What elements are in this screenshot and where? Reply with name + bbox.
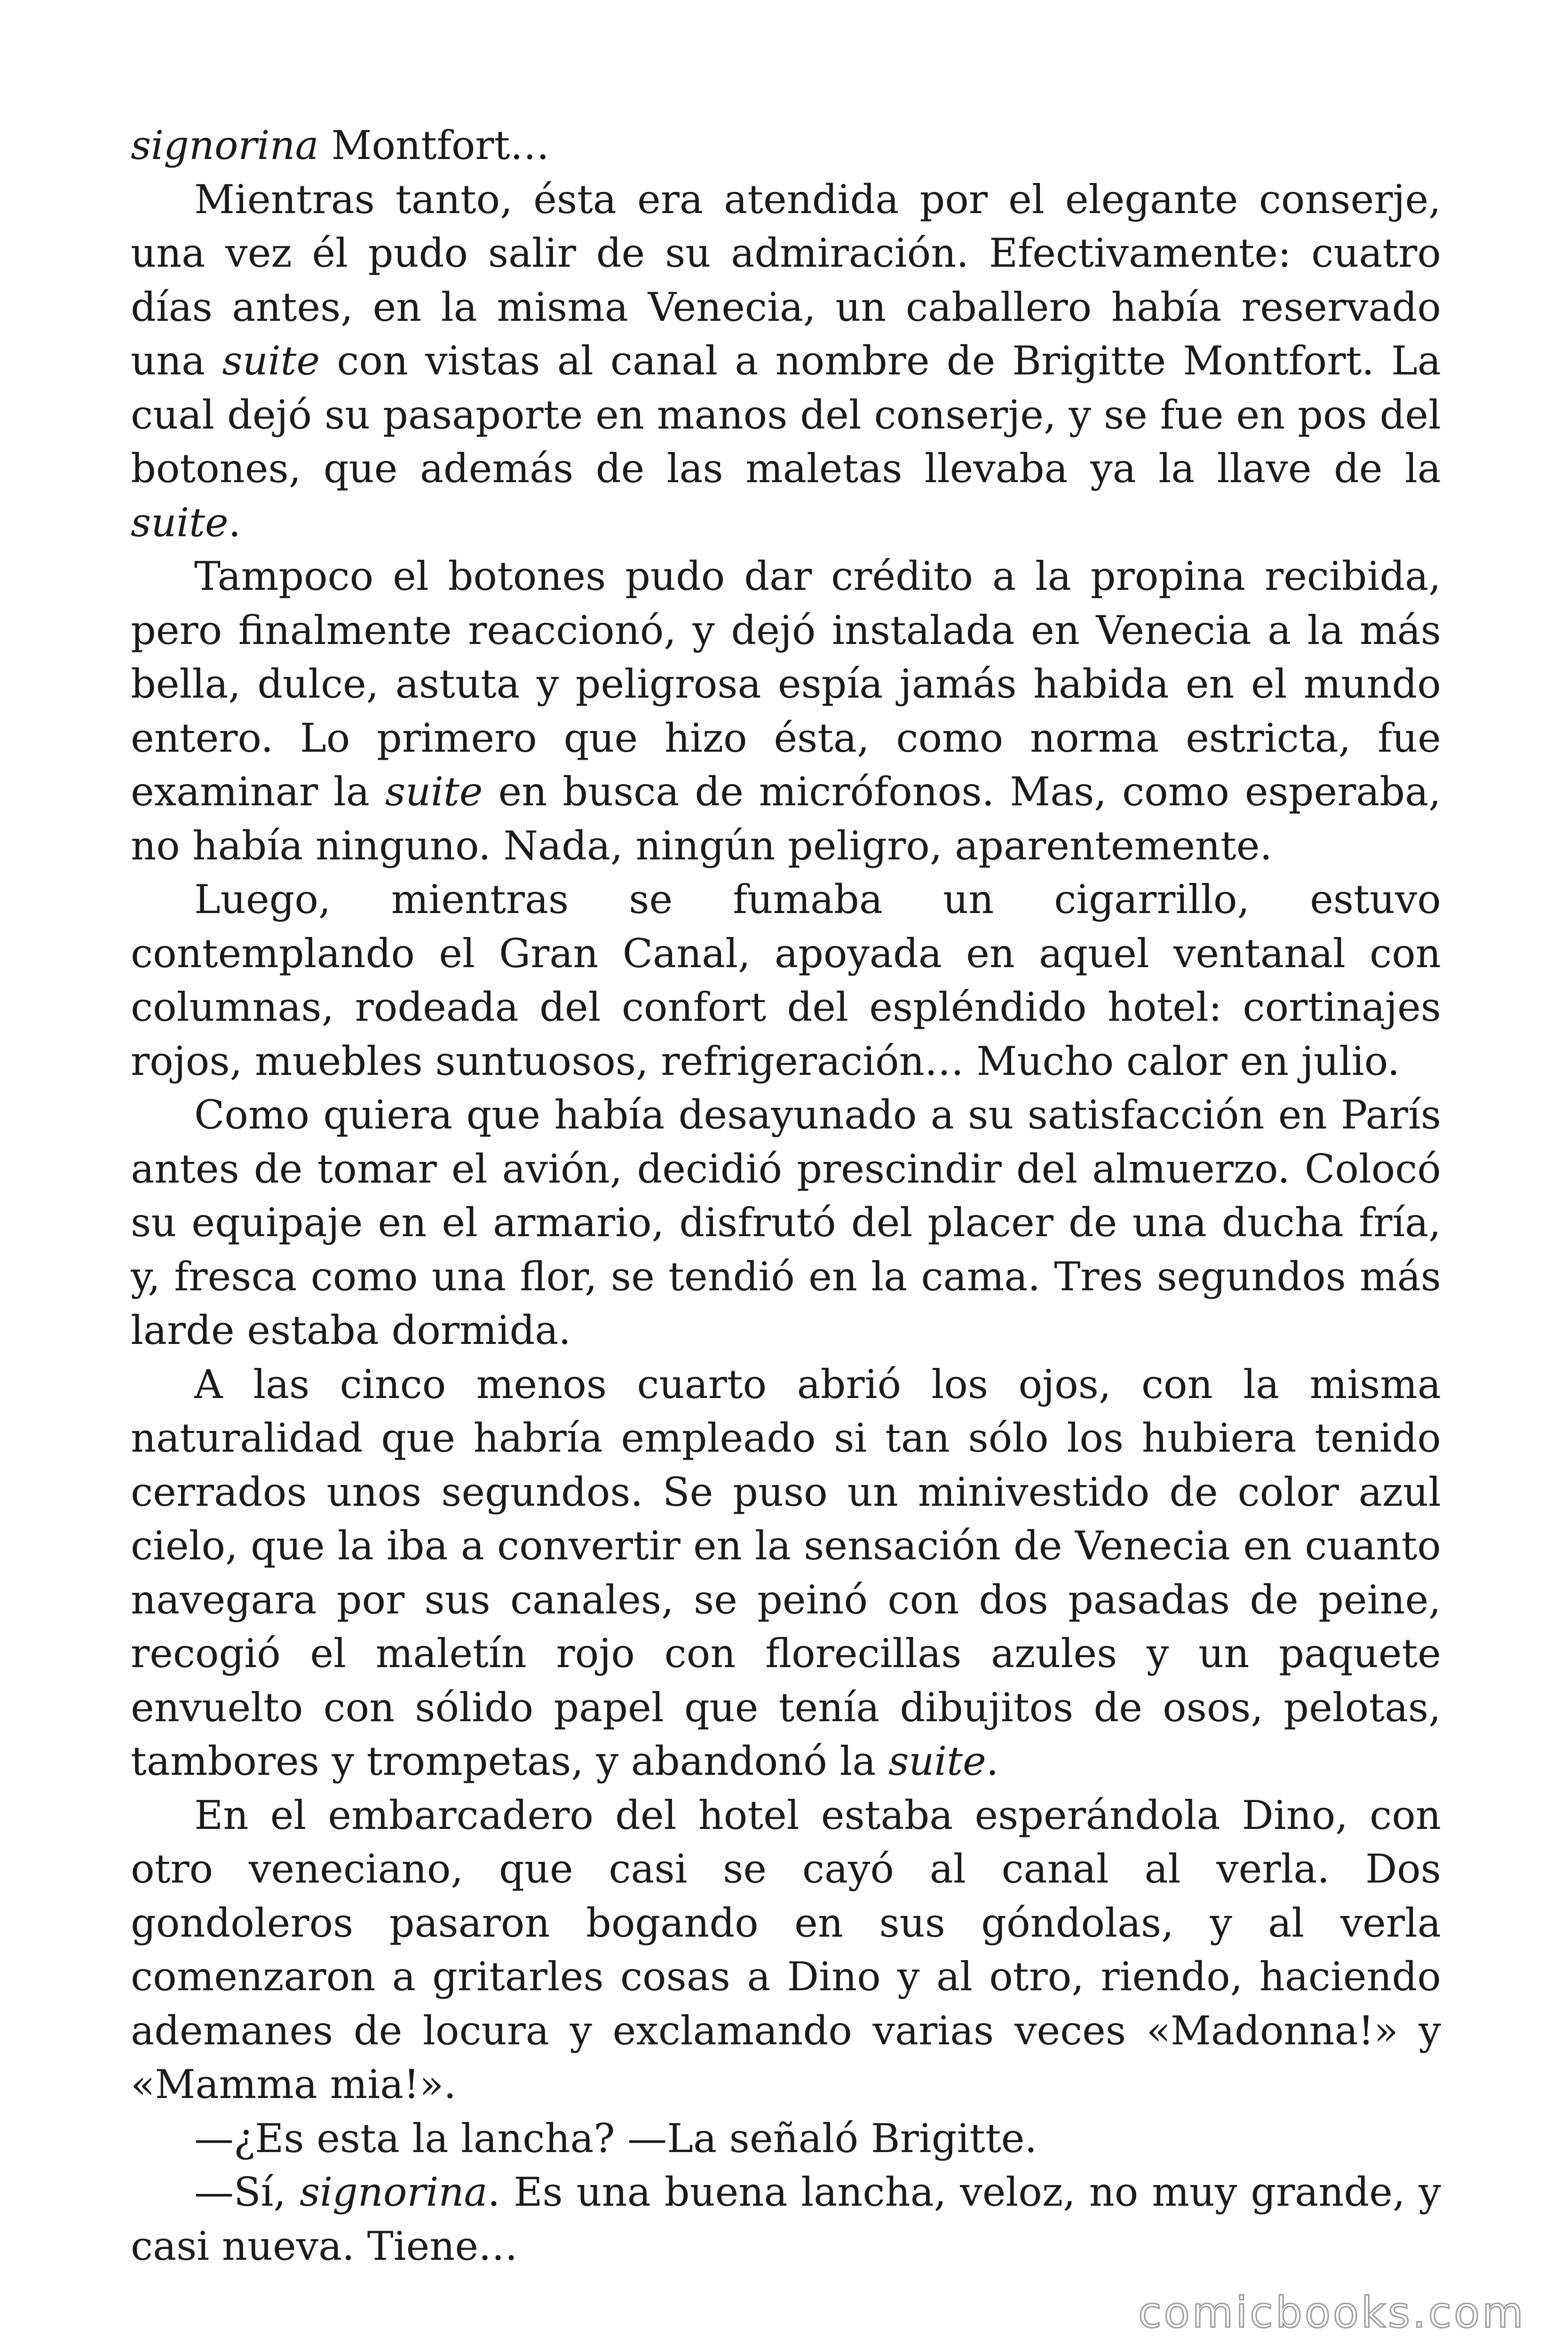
text-run: Mientras tanto, ésta era atendida por el elegante conserje, una vez él pudo salir de su admiración. Efectivamente: cuatro días antes, en la misma Venecia, un caballero había reservado una bbox=[131, 176, 1441, 384]
dialogue-paragraph bbox=[131, 2112, 1441, 2166]
text-run: . Es una buena lancha, veloz, no muy grande, y casi nueva. Tiene… bbox=[131, 2169, 1441, 2269]
paragraph bbox=[131, 549, 1441, 873]
italic-text: suite bbox=[131, 499, 229, 546]
text-run: con vistas al canal a nombre de Brigitte Montfort. La cual dejó su pasaporte en manos del conserje, y se fue en pos del botones, que además de las maletas llevaba ya la llave de la bbox=[131, 338, 1441, 492]
italic-text: suite bbox=[385, 769, 483, 815]
paragraph bbox=[131, 1358, 1441, 1788]
text-run: Luego, mientras se fumaba un cigarrillo, estuvo contemplando el Gran Canal, apoyada en aquel ventanal con columnas, rodeada del confort del espléndido hotel: cortinajes rojos, muebles suntuosos, refrigeración… Mucho calor en julio. bbox=[131, 876, 1441, 1084]
book-page-text bbox=[131, 119, 1441, 2273]
paragraph bbox=[131, 873, 1441, 1088]
paragraph bbox=[131, 1088, 1441, 1358]
text-run: en busca de micrófonos. Mas, como esperaba, no había ninguno. Nada, ningún peligro, aparentemente. bbox=[131, 769, 1441, 869]
text-run: A las cinco menos cuarto abrió los ojos, con la misma naturalidad que habría empleado si tan sólo los hubiera tenido cerrados unos segundos. Se puso un minivestido de color azul cielo, que la iba a convertir en la sensación de Venecia en cuanto navegara por sus canales, se peinó con dos pasadas de peine, recogió el maletín rojo con florecillas azules y un paquete envuelto con sólido papel que tenía dibujitos de osos, pelotas, tambores y trompetas, y abandonó la bbox=[131, 1361, 1441, 1784]
paragraph bbox=[131, 173, 1441, 550]
text-run: En el embarcadero del hotel estaba esperándola Dino, con otro veneciano, que casi se cayó al canal al verla. Dos gondoleros pasaron bogando en sus góndolas, y al verla comenzaron a gritarles cosas a Dino y al otro, riendo, haciendo ademanes de locura y exclamando varias veces «Madonna!» y «Mamma mia!». bbox=[131, 1792, 1441, 2107]
text-run: —¿Es esta la lancha? —La señaló Brigitte. bbox=[194, 2115, 1037, 2161]
italic-text: suite bbox=[222, 338, 320, 384]
italic-text: signorina bbox=[300, 2169, 488, 2215]
text-run: —Sí, bbox=[194, 2169, 300, 2215]
italic-text: signorina bbox=[131, 122, 319, 168]
paragraph bbox=[131, 1788, 1441, 2112]
text-run: Montfort… bbox=[318, 122, 550, 168]
text-run: Tampoco el botones pudo dar crédito a la propina recibida, pero finalmente reaccionó, y dejó instalada en Venecia a la más bella, dulce, astuta y peligrosa espía jamás habida en el mundo entero. Lo primero que hizo ésta, como norma estricta, fue examinar la bbox=[131, 553, 1441, 815]
dialogue-paragraph bbox=[131, 2165, 1441, 2273]
text-run: . bbox=[228, 499, 241, 546]
paragraph bbox=[131, 119, 1441, 173]
text-run: Como quiera que había desayunado a su satisfacción en París antes de tomar el avión, decidió prescindir del almuerzo. Colocó su equipaje en el armario, disfrutó del placer de una ducha fría, y, fresca como una flor, se tendió en la cama. Tres segundos más larde estaba dormida. bbox=[131, 1092, 1441, 1353]
italic-text: suite bbox=[888, 1738, 986, 1784]
text-run: . bbox=[986, 1738, 999, 1784]
watermark: comicbooks.com bbox=[1138, 2288, 1526, 2337]
